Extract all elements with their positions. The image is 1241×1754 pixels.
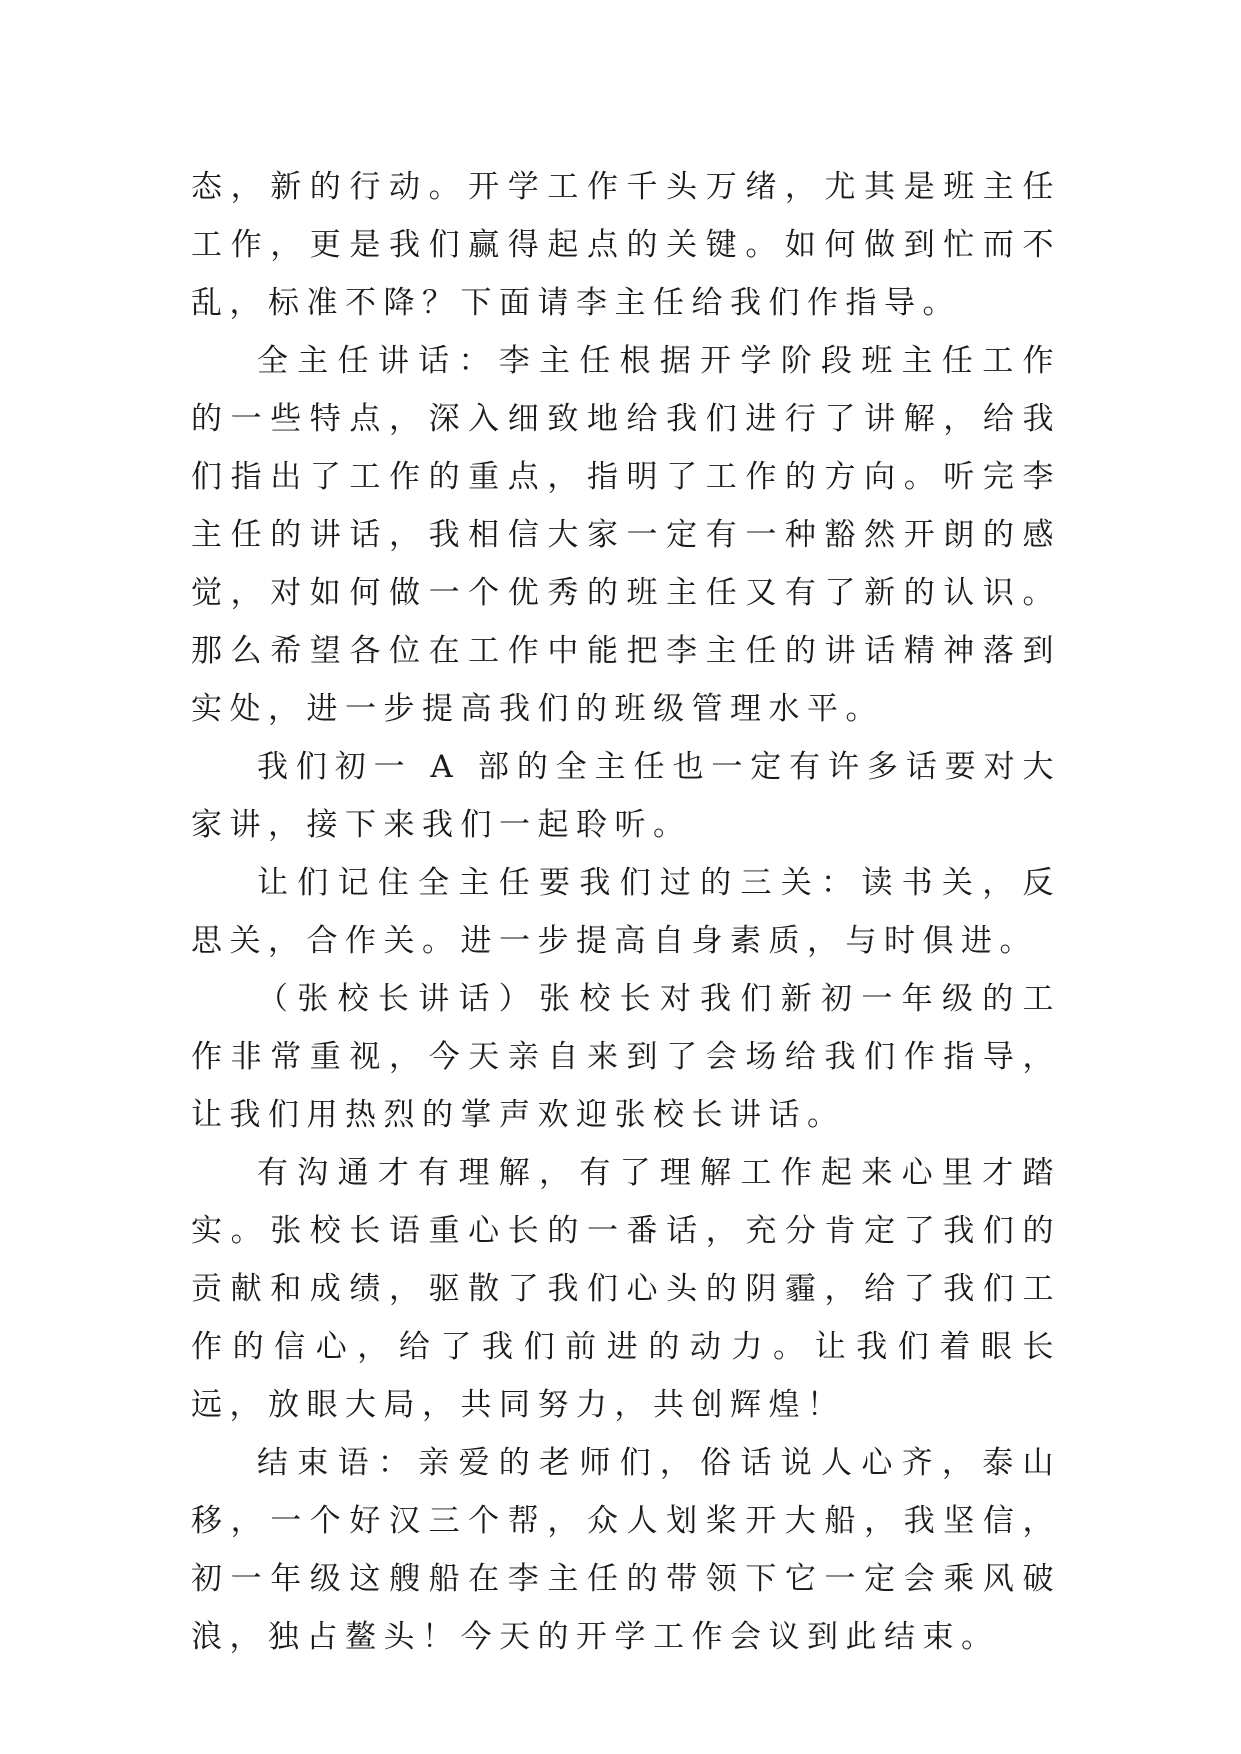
paragraph-principal-speech: （张校长讲话）张校长对我们新初一年级的工作非常重视，今天亲自来到了会场给我们作指导，让我们用热烈的掌声欢迎张校长讲话。 xyxy=(191,981,1061,1133)
paragraph-director-speech: 全主任讲话：李主任根据开学阶段班主任工作的一些特点，深入细致地给我们进行了讲解，给我们指出了工作的重点，指明了工作的方向。听完李主任的讲话，我相信大家一定有一种豁然开朗的感觉，对如何做一个优秀的班主任又有了新的认识。那么希望各位在工作中能把李主任的讲话精神落到实处，进一步提高我们的班级管理水平。 xyxy=(191,343,1061,727)
paragraph-three-passes: 让们记住全主任要我们过的三关：读书关，反思关，合作关。进一步提高自身素质，与时俱进。 xyxy=(191,865,1061,959)
paragraph-closing-remarks: 结束语：亲爱的老师们，俗话说人心齐，泰山移，一个好汉三个帮，众人划桨开大船，我坚信，初一年级这艘船在李主任的带领下它一定会乘风破浪，独占鳌头！今天的开学工作会议到此结束。 xyxy=(191,1445,1061,1655)
paragraph-introduce-director: 我们初一 A 部的全主任也一定有许多话要对大家讲，接下来我们一起聆听。 xyxy=(191,749,1061,843)
document-body xyxy=(191,158,1061,1666)
paragraph-communication: 有沟通才有理解，有了理解工作起来心里才踏实。张校长语重心长的一番话，充分肯定了我们的贡献和成绩，驱散了我们心头的阴霾，给了我们工作的信心，给了我们前进的动力。让我们着眼长远，放眼大局，共同努力，共创辉煌！ xyxy=(191,1155,1061,1423)
paragraph-continuation: 态，新的行动。开学工作千头万绪，尤其是班主任工作，更是我们赢得起点的关键。如何做到忙而不乱，标准不降？下面请李主任给我们作指导。 xyxy=(191,169,1061,321)
